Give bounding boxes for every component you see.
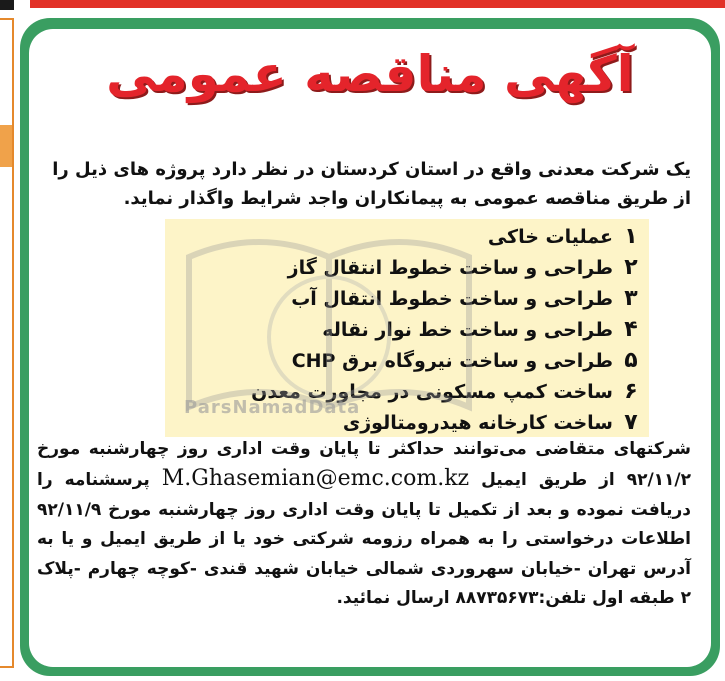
item-text: ساخت کمپ مسکونی در مجاورت معدن bbox=[251, 380, 613, 403]
ad-title: آگهی مناقصه عمومی bbox=[106, 45, 634, 103]
item-number: ۲ bbox=[624, 255, 638, 280]
item-text: طراحی و ساخت خطوط انتقال آب bbox=[291, 287, 613, 310]
item-text: طراحی و ساخت خط نوار نقاله bbox=[322, 318, 613, 341]
item-number: ۴ bbox=[624, 317, 638, 342]
item-number: ۷ bbox=[624, 410, 638, 435]
watermark-text: ParsNamadData bbox=[184, 397, 361, 418]
top-red-bar bbox=[30, 0, 725, 8]
item-text: ساخت کارخانه هیدرومتالوژی bbox=[342, 411, 613, 434]
item-number: ۱ bbox=[624, 224, 638, 249]
adjacent-ad-edge bbox=[0, 0, 20, 681]
ad-content bbox=[29, 29, 711, 667]
edge-orange-block bbox=[0, 125, 12, 167]
item-number: ۳ bbox=[624, 286, 638, 311]
edge-black-block bbox=[0, 0, 14, 10]
item-number: ۵ bbox=[624, 348, 638, 373]
watermark-book-icon bbox=[179, 217, 479, 427]
item-number: ۶ bbox=[624, 379, 638, 404]
item-text: عملیات خاکی bbox=[487, 225, 613, 248]
ad-intro: یک شرکت معدنی واقع در استان کردستان در نظر دارد پروژه های ذیل را از طریق مناقصه عمومی به پیمانکاران واجد شرایط واگذار نماید. bbox=[52, 159, 691, 209]
item-text: طراحی و ساخت خطوط انتقال گاز bbox=[287, 256, 613, 279]
edge-orange-frame bbox=[0, 18, 14, 668]
item-text: طراحی و ساخت نیروگاه برق CHP bbox=[291, 349, 613, 372]
ad-body bbox=[37, 435, 691, 613]
body-text-part-1: شرکتهای متقاضی می‌توانند حداکثر تا پایان وقت اداری روز چهارشنبه مورخ ۹۲/۱۱/۲ از طریق ایمیل bbox=[37, 439, 692, 491]
email-address: M.Ghasemian@emc.com.kz bbox=[161, 466, 470, 492]
body-text-part-2: پرسشنامه را دریافت نموده و بعد از تکمیل تا پایان وقت اداری روز چهارشنبه مورخ ۹۲/۱۱/۹ اطلاعات درخواستی را به همراه رزومه شرکتی خود یا از طریق ایمیل و یا به آدرس تهران -خیابان سهروردی شمالی خیابان شهید قندی -کوچه چهارم -پلاک ۲ طبقه اول تلفن:۸۸۷۳۵۶۷۳ ارسال نمائید. bbox=[37, 470, 691, 609]
ad-frame bbox=[20, 18, 720, 676]
